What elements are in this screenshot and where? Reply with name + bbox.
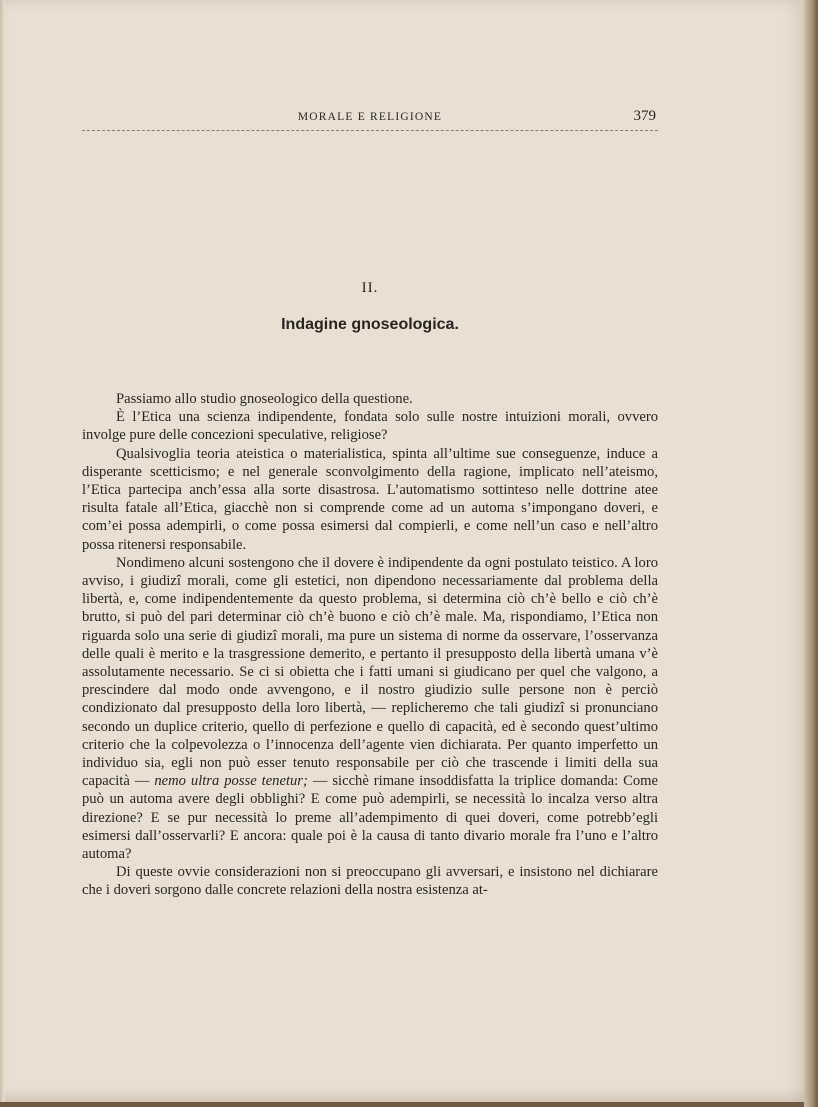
paragraph-text-continued: — sicchè rimane insoddisfatta la triplice domanda: Come può un automa avere degli obblighi? E come può adempirli, se necessità lo incalza verso altra direzione? E se pur necessità lo preme all’adempimento di quei doveri, come potrebb’egli esimersi dall’osservarli? E ancora: quale poi è la causa di tanto divario morale fra l’uno e l’altro automa? [82,773,658,863]
page-number: 379 [633,108,656,124]
header-rule [82,130,658,131]
running-title: MORALE E RELIGIONE [297,111,443,123]
paragraph-text: Nondimeno alcuni sostengono che il dovere è indipendente da ogni postulato teistico. A loro avviso, i giudizî morali, come gli estetici, non dipendono necessariamente dal problema della libertà, e, come indipendentemente da questo problema, si determina ciò ch’è bello e ciò ch’è brutto, si può del pari determinar ciò ch’è buono e ciò ch’è male. Ma, rispondiamo, l’Etica non riguarda solo una serie di giudizî morali, ma pure un sistema di norme da osservare, l’osservanza delle quali è merito e la trasgressione demerito, e pertanto il presupposto della libertà umana v’è assolutamente necessario. Se ci si obietta che i fatti umani si giudicano per quel che valgono, a prescindere dal modo onde avvengono, e il nostro giudizio sulle persone non è perciò condizionato dal presupposto della loro libertà, — replicheremo che tali giudizî si pronunciano secondo un duplice criterio, quello di perfezione e quello di capacità, ed è secondo quest’ultimo criterio che la colpevolezza o l’innocenza dell’agente vien dichiarata. Per quanto imperfetto un individuo sia, egli non può esser tenuto responsabile per ciò che trascende i limiti della sua capacità — [82,554,658,790]
paragraph: Di queste ovvie considerazioni non si preoccupano gli avversari, e insistono nel dichiarare che i doveri sorgono dalle concrete relazioni della nostra esistenza at- [82,864,658,899]
body-text [82,390,658,900]
section-number: II. [361,280,379,296]
section-title: Indagine gnoseologica. [281,316,459,333]
page-gutter-shadow [0,0,5,1102]
running-head [82,108,658,130]
paragraph: Qualsivoglia teoria ateistica o materialistica, spinta all’ultime sue conseguenze, induce a disperante scetticismo; e nel generale sconvolgimento della ragione, implicato nell’ateismo, l’Etica partecipa anch’essa alla sorte disastrosa. L’automatismo sottinteso nelle dottrine atee risulta fatale all’Etica, giacchè non si comprende come ad un automa s’impongano doveri, e com’ei possa adempirli, o come possa esimersi dal compierli, e come nell’un caso e nell’altro possa ritenersi responsabile. [82,445,658,553]
paragraph: Passiamo allo studio gnoseologico della questione. [116,391,413,407]
paragraph [82,554,658,863]
page-edge [804,0,818,1107]
latin-phrase: nemo ultra posse tenetur; [154,773,308,790]
paragraph: È l’Etica una scienza indipendente, fondata solo sulle nostre intuizioni morali, ovvero involge pure delle concezioni speculative, religiose? [82,409,658,444]
